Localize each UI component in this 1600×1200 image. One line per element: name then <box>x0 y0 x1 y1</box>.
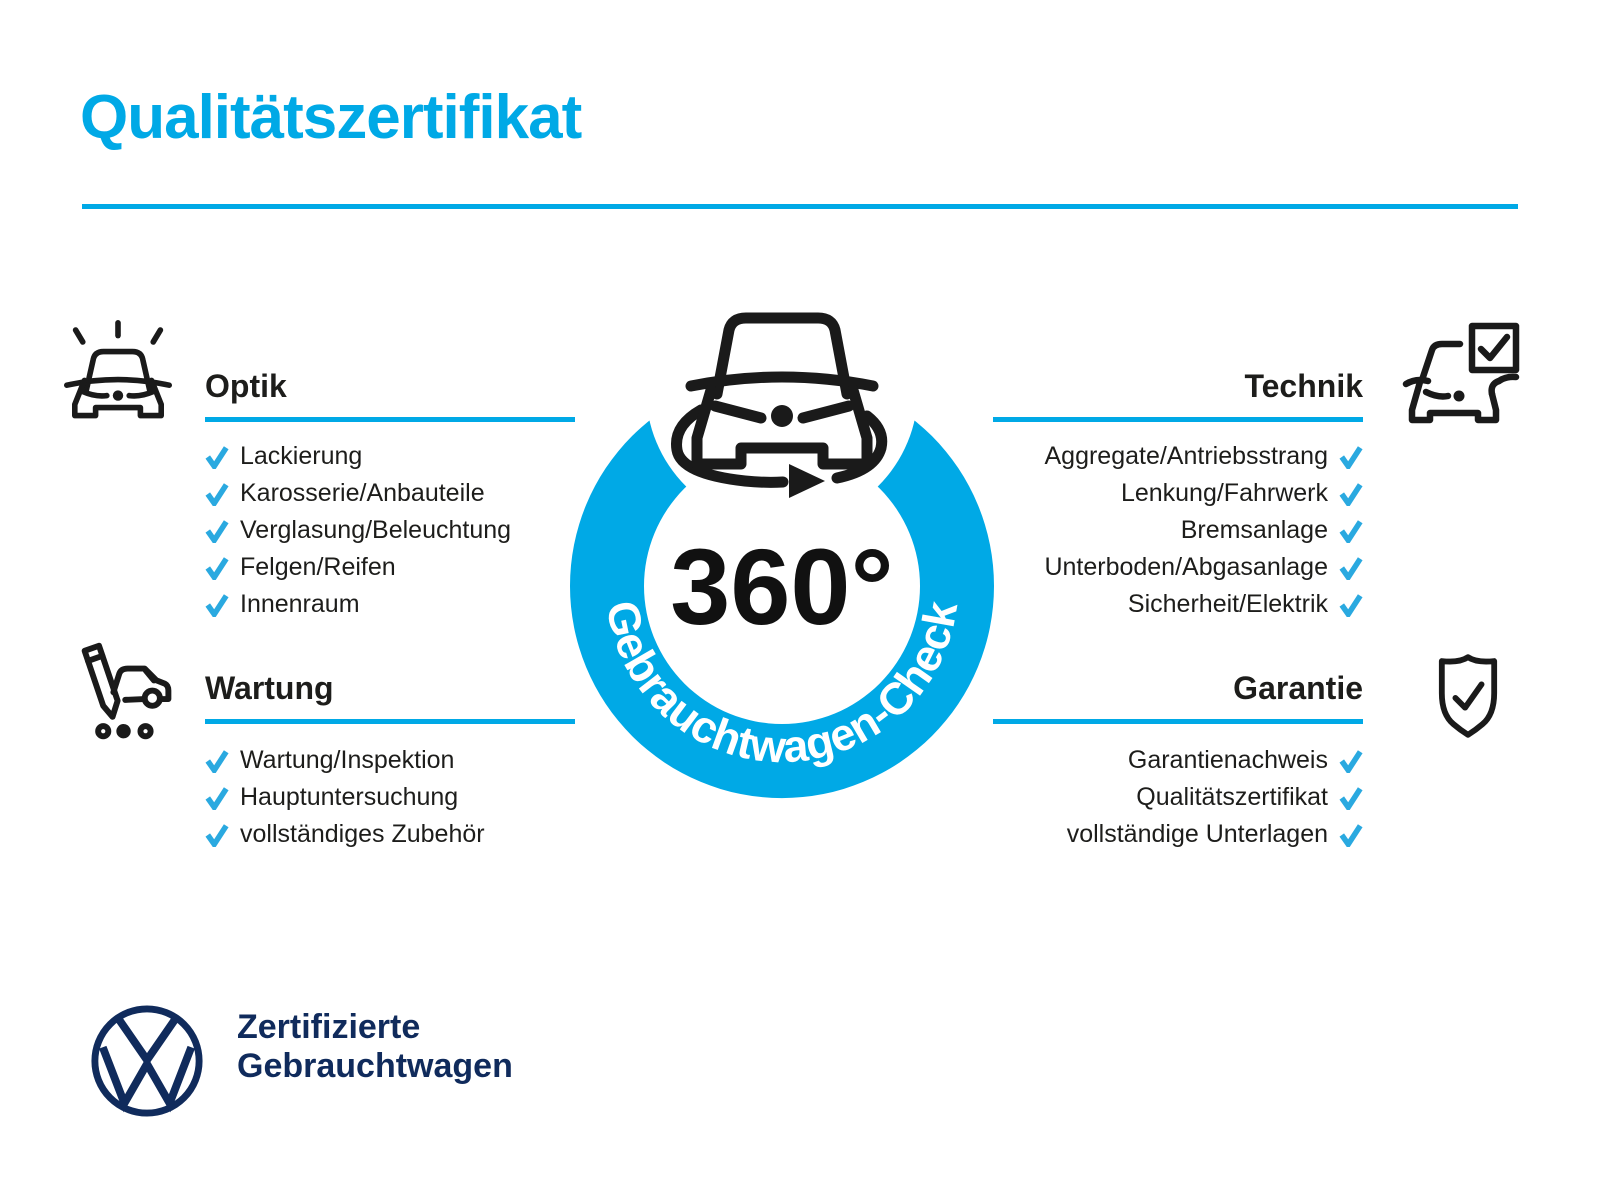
checklist-item <box>205 742 725 779</box>
checklist-item-label: Sicherheit/Elektrik <box>1127 590 1328 618</box>
checklist-item-label: Bremsanlage <box>1180 516 1328 544</box>
checklist-item <box>843 475 1363 512</box>
section-technik-heading: Technik <box>1244 368 1363 404</box>
section-wartung-rule <box>205 719 575 724</box>
check-icon <box>1339 556 1363 580</box>
section-garantie-list <box>843 742 1363 853</box>
checklist-item-label: Karosserie/Anbauteile <box>240 479 485 507</box>
section-optik-rule <box>205 417 575 422</box>
check-icon <box>205 556 229 580</box>
checklist-item-label: Garantienachweis <box>1127 746 1328 774</box>
check-icon <box>1339 593 1363 617</box>
section-technik-rule <box>993 417 1363 422</box>
title-divider <box>82 204 1518 209</box>
badge-degree-text: 360° <box>670 526 894 647</box>
check-icon <box>205 519 229 543</box>
checklist-item-label: Unterboden/Abgasanlage <box>1044 553 1328 581</box>
checklist-item <box>205 512 725 549</box>
checklist-item-label: Lackierung <box>240 442 363 470</box>
page-title: Qualitätszertifikat <box>80 83 582 152</box>
section-optik-heading: Optik <box>205 368 287 404</box>
checklist-item <box>843 816 1363 853</box>
footer-wordmark <box>237 1008 513 1086</box>
pencil-car-checklist-icon <box>66 638 176 744</box>
checklist-item-label: Hauptuntersuchung <box>240 783 459 811</box>
checklist-item <box>843 512 1363 549</box>
check-icon <box>1339 519 1363 543</box>
checklist-item-label: Felgen/Reifen <box>240 553 396 581</box>
checklist-item-label: vollständige Unterlagen <box>1066 820 1328 848</box>
checklist-item-label: Innenraum <box>240 590 360 618</box>
checklist-item <box>205 475 725 512</box>
checklist-item <box>205 549 725 586</box>
checklist-item-label: Lenkung/Fahrwerk <box>1120 479 1328 507</box>
checklist-item <box>843 586 1363 623</box>
checklist-item-label: Wartung/Inspektion <box>240 746 455 774</box>
checklist-item-label: Aggregate/Antriebsstrang <box>1044 442 1328 470</box>
check-icon <box>1339 786 1363 810</box>
shield-check-icon <box>1436 652 1500 740</box>
section-technik-list <box>843 438 1363 623</box>
check-icon <box>1339 823 1363 847</box>
checklist-item-label: Qualitätszertifikat <box>1136 783 1328 811</box>
check-icon <box>205 823 229 847</box>
car-checkbox-icon <box>1402 320 1520 426</box>
car-shine-icon <box>62 318 174 422</box>
checklist-item <box>843 779 1363 816</box>
checklist-item <box>843 742 1363 779</box>
section-garantie-rule <box>993 719 1363 724</box>
section-garantie-heading: Garantie <box>1233 670 1363 706</box>
checklist-item <box>205 586 725 623</box>
checklist-item <box>205 438 725 475</box>
badge-ring-text-path: Gebrauchtwagen-Check <box>596 596 968 773</box>
section-optik-list <box>205 438 725 623</box>
checklist-item <box>205 816 725 853</box>
check-icon <box>1339 445 1363 469</box>
checklist-item-label: Verglasung/Beleuchtung <box>240 516 512 544</box>
vw-logo <box>88 1002 206 1120</box>
checklist-item <box>205 779 725 816</box>
checklist-item <box>843 438 1363 475</box>
check-icon <box>205 749 229 773</box>
footer-wordmark-line2: Gebrauchtwagen <box>237 1047 513 1085</box>
check-icon <box>205 445 229 469</box>
section-wartung-heading: Wartung <box>205 670 334 706</box>
check-icon <box>205 786 229 810</box>
checklist-item-label: vollständiges Zubehör <box>240 820 485 848</box>
footer-wordmark-line1: Zertifizierte <box>237 1008 421 1046</box>
check-icon <box>205 593 229 617</box>
check-icon <box>1339 749 1363 773</box>
checklist-item <box>843 549 1363 586</box>
check-icon <box>205 482 229 506</box>
section-wartung-list <box>205 742 725 853</box>
check-icon <box>1339 482 1363 506</box>
